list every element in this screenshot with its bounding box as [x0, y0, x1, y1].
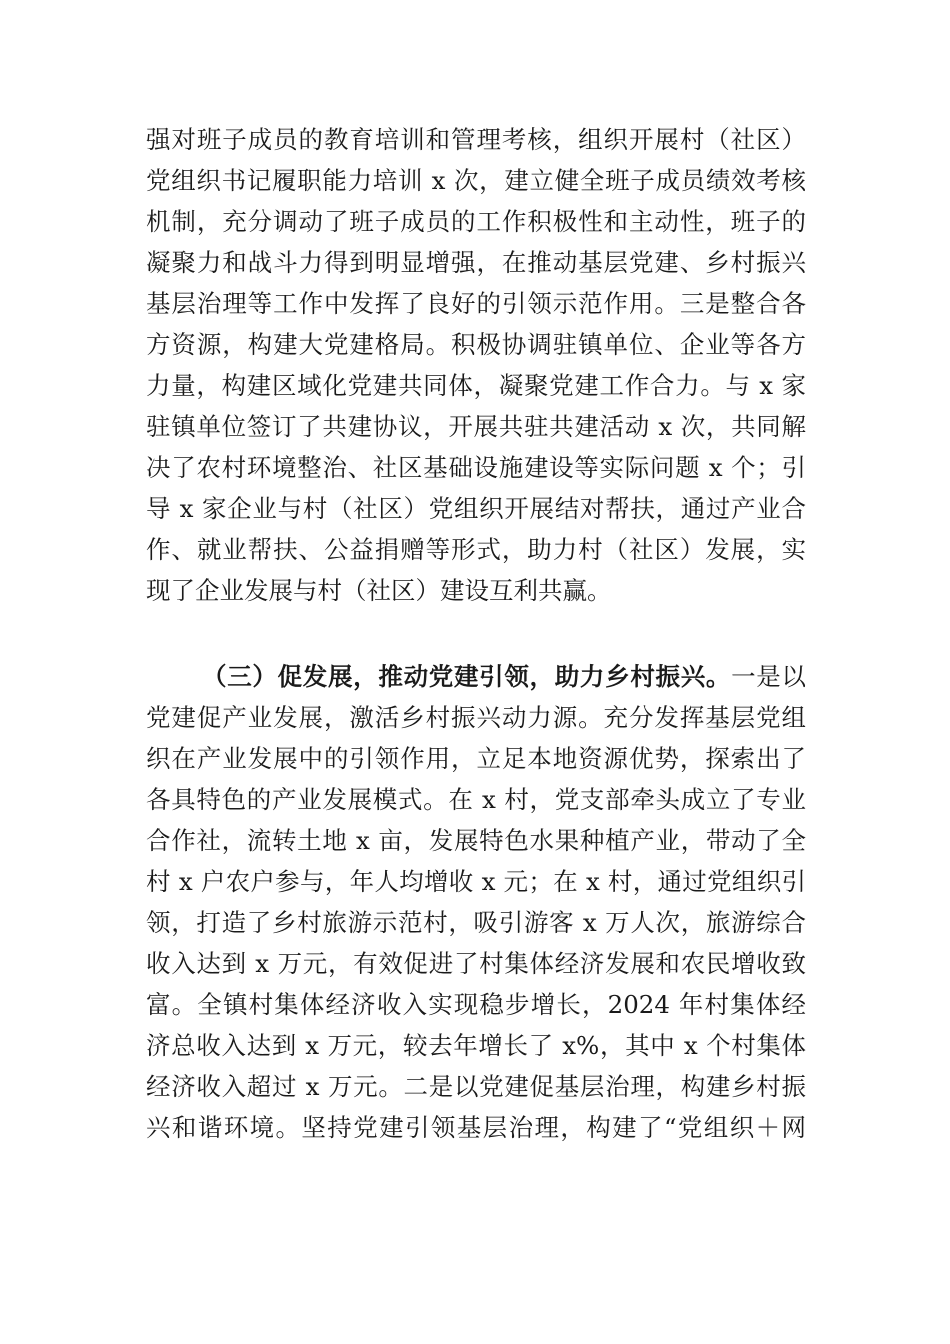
paragraph-line: 织在产业发展中的引领作用，立足本地资源优势，探索出了	[146, 744, 806, 773]
paragraph-line: 驻镇单位签订了共建协议，开展共驻共建活动 x 次，共同解	[146, 412, 806, 441]
paragraph-line: 富。全镇村集体经济收入实现稳步增长，2024 年村集体经	[146, 990, 806, 1019]
paragraph-line: 经济收入超过 x 万元。二是以党建促基层治理，构建乡村振	[146, 1072, 806, 1101]
paragraph-line: 济总收入达到 x 万元，较去年增长了 x%，其中 x 个村集体	[146, 1031, 806, 1060]
paragraph-line: 机制，充分调动了班子成员的工作积极性和主动性，班子的	[146, 207, 806, 236]
paragraph-line: 作、就业帮扶、公益捐赠等形式，助力村（社区）发展，实	[146, 535, 806, 564]
paragraph-line: 领，打造了乡村旅游示范村，吸引游客 x 万人次，旅游综合	[146, 908, 806, 937]
paragraph-line: 现了企业发展与村（社区）建设互利共赢。	[146, 576, 612, 605]
paragraph-line: 村 x 户农户参与，年人均增收 x 元；在 x 村，通过党组织引	[146, 867, 806, 896]
section-heading: （三）促发展，推动党建引领，助力乡村振兴。	[202, 662, 732, 691]
paragraph-line: 合作社，流转土地 x 亩，发展特色水果种植产业，带动了全	[146, 826, 806, 855]
paragraph-line: 收入达到 x 万元，有效促进了村集体经济发展和农民增收致	[146, 949, 806, 978]
paragraph-line: 强对班子成员的教育培训和管理考核，组织开展村（社区）	[146, 125, 806, 154]
paragraph-line: 基层治理等工作中发挥了良好的引领示范作用。三是整合各	[146, 289, 806, 318]
section-first-line	[146, 657, 806, 697]
paragraph-line: 党组织书记履职能力培训 x 次，建立健全班子成员绩效考核	[146, 166, 806, 195]
paragraph-line: 决了农村环境整治、社区基础设施建设等实际问题 x 个；引	[146, 453, 806, 482]
paragraph-line: 党建促产业发展，激活乡村振兴动力源。充分发挥基层党组	[146, 703, 806, 732]
section-first-line-text: 一是以	[731, 662, 807, 691]
paragraph-line: 方资源，构建大党建格局。积极协调驻镇单位、企业等各方	[146, 330, 806, 359]
paragraph-line: 力量，构建区域化党建共同体，凝聚党建工作合力。与 x 家	[146, 371, 806, 400]
paragraph-line: 导 x 家企业与村（社区）党组织开展结对帮扶，通过产业合	[146, 494, 806, 523]
paragraph-line: 兴和谐环境。坚持党建引领基层治理，构建了“党组织＋网	[146, 1113, 806, 1142]
paragraph-line: 各具特色的产业发展模式。在 x 村，党支部牵头成立了专业	[146, 785, 806, 814]
paragraph-line: 凝聚力和战斗力得到明显增强，在推动基层党建、乡村振兴	[146, 248, 806, 277]
